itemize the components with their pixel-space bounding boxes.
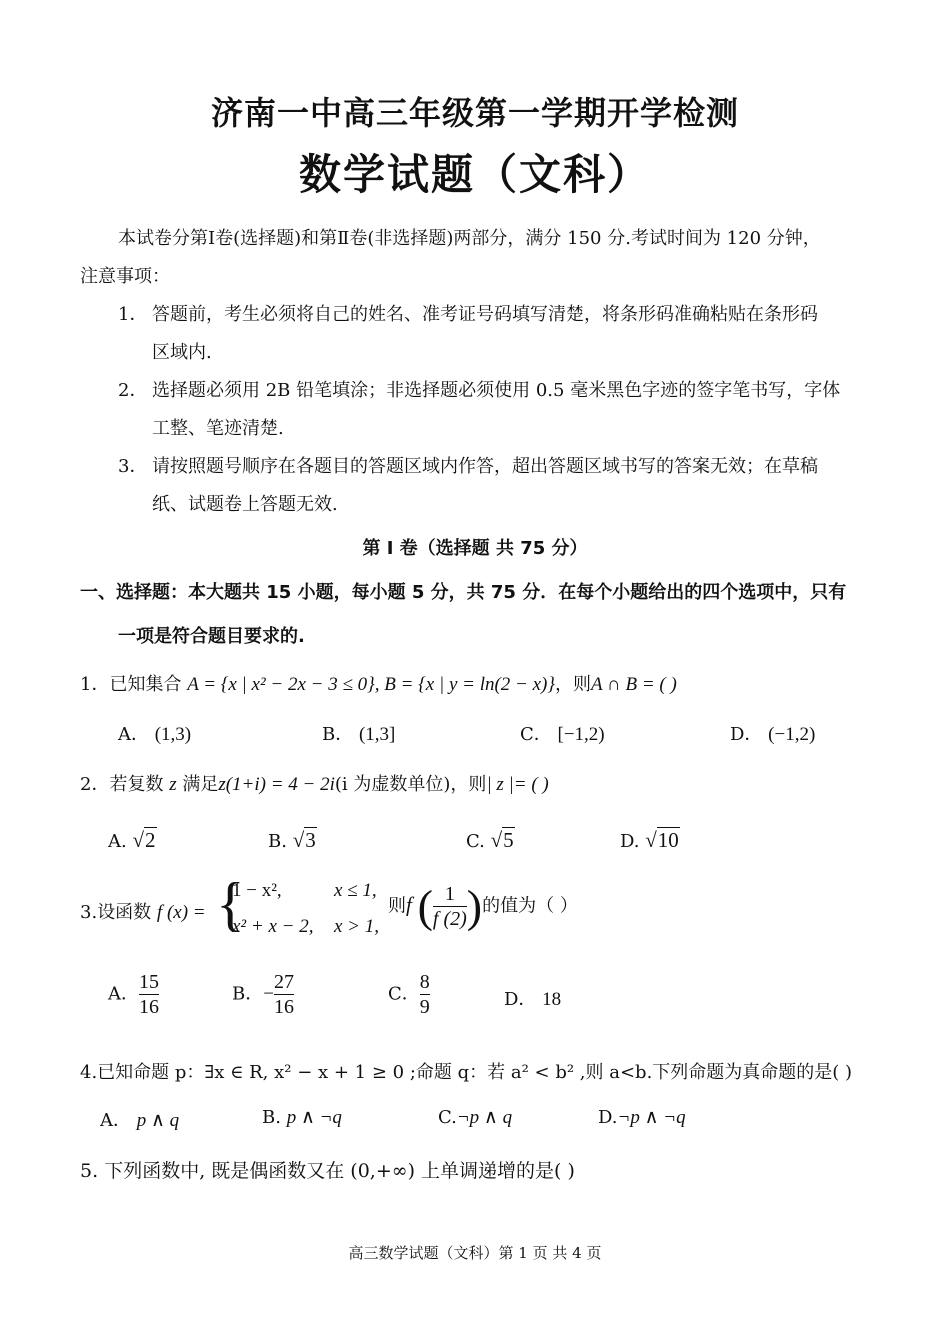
note-1-line2: 区域内. (152, 342, 212, 363)
notes-heading: 注意事项： (80, 266, 170, 287)
option-b: B． (1,3] (322, 724, 396, 745)
case-2-cond: x > 1, (334, 916, 380, 937)
question-mid: 满足 (182, 774, 219, 795)
option-a: A. √2 (108, 828, 156, 852)
question-1 (80, 670, 677, 696)
question-4: 4.已知命题 p：∃x ∈ R, x² − x + 1 ≥ 0 ;命题 q：若 a² < b² ,则 a<b.下列命题为真命题的是( ) (80, 1062, 853, 1083)
section-instruction-line2: 一项是符合题目要求的. (118, 626, 305, 647)
question-2 (80, 770, 549, 796)
brace-icon: { (216, 871, 245, 937)
exam-title: 济南一中高三年级第一学期开学检测 (210, 94, 739, 132)
note-3-line2: 纸、试题卷上答题无效. (152, 494, 338, 515)
option-c: C． [−1,2) (520, 724, 605, 745)
option-c: C． $\frac{8}{9}$ (388, 971, 430, 1018)
question-tail: ，则 (554, 674, 591, 695)
section-instruction-line1: 一、选择题：本大题共 15 小题，每小题 5 分，共 75 分．在每个小题给出的四个选项中，只有 (80, 582, 847, 603)
option-b: B. p ∧ ¬q (262, 1107, 342, 1128)
note-2-num: 2． (118, 380, 148, 401)
question-3-lead: 3.设函数 f (x) = (80, 902, 206, 923)
note-1-line1: 答题前，考生必须将自己的姓名、准考证号码填写清楚，将条形码准确粘贴在条形码 (152, 304, 818, 325)
option-a: A． p ∧ q (100, 1110, 180, 1131)
question-lead: 已知集合 (109, 674, 182, 695)
question-lead: 若复数 (109, 774, 164, 795)
section-heading: 第 I 卷（选择题 共 75 分） (362, 538, 588, 559)
question-5: 5. 下列函数中, 既是偶函数又在 (0,+∞) 上单调递增的是( ) (80, 1160, 575, 1182)
page-footer: 高三数学试题（文科）第 1 页 共 4 页 (348, 1244, 602, 1262)
option-b: B．− $\frac{27}{16}$ (232, 971, 294, 1018)
exam-subtitle: 数学试题（文科） (298, 150, 651, 199)
option-d: D． (−1,2) (730, 724, 816, 745)
option-d: D. √10 (620, 828, 679, 852)
case-2-expr: x² + x − 2, (232, 916, 314, 937)
option-a: A． $\frac{15}{16}$ (108, 971, 159, 1018)
question-ask: | z |= ( ) (486, 774, 549, 795)
note-2-line2: 工整、笔迹清楚. (152, 418, 284, 439)
note-3-num: 3． (118, 456, 148, 477)
note-1-num: 1． (118, 304, 148, 325)
option-a: A． (1,3) (118, 724, 192, 745)
equation: z(1+i) = 4 − 2i (218, 774, 335, 795)
question-note: (i 为虚数单位)，则 (334, 774, 487, 795)
note-3-line1: 请按照题号顺序在各题目的答题区域内作答，超出答题区域书写的答案无效；在草稿 (152, 456, 818, 477)
note-2-line1: 选择题必须用 2B 铅笔填涂；非选择题必须使用 0.5 毫米黑色字迹的签字笔书写，字体 (152, 380, 841, 401)
question-number: 1． (80, 674, 110, 695)
intro-line: 本试卷分第Ⅰ卷(选择题)和第Ⅱ卷(非选择题)两部分，满分 150 分.考试时间为 120 分钟， (118, 228, 821, 249)
question-3-tail: 则f ( $\frac{1}{f (2)}$ )的值为（ ） (388, 880, 578, 932)
case-1-expr: 1 − x², (232, 880, 282, 901)
case-1-cond: x ≤ 1, (334, 880, 377, 901)
option-d: D.¬p ∧ ¬q (598, 1107, 686, 1128)
option-c: C.¬p ∧ q (438, 1107, 513, 1128)
question-ask: A ∩ B = ( ) (590, 674, 677, 695)
question-number: 2． (80, 774, 110, 795)
option-c: C. √5 (466, 828, 514, 852)
option-d: D． 18 (504, 989, 562, 1010)
variable-z: z (169, 774, 177, 795)
set-definition: A = {x | x² − 2x − 3 ≤ 0}, B = {x | y = ln(2 − x)} (187, 674, 555, 695)
option-b: B. √3 (268, 828, 316, 852)
